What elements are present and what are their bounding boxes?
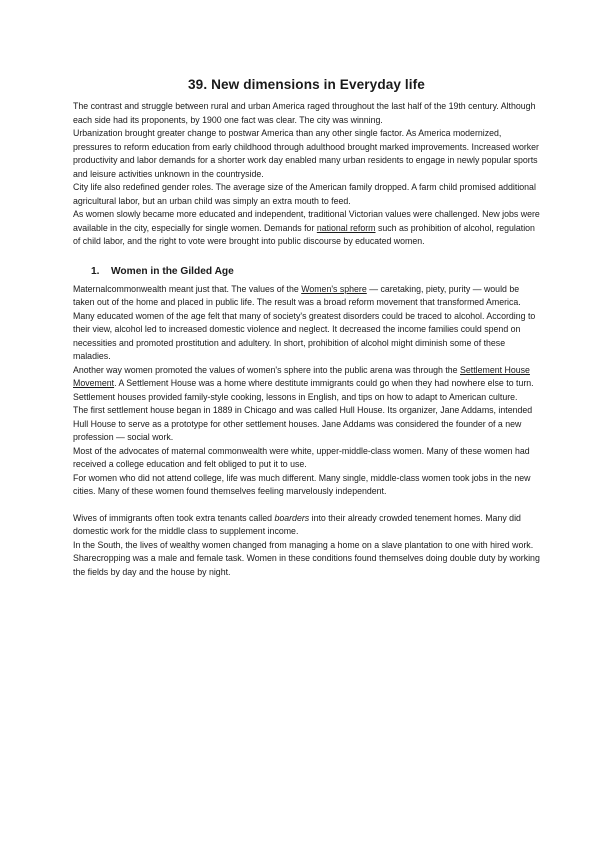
intro-paragraph-2: Urbanization brought greater change to postwar America than any other single factor. As America modernized, pressures to reform education from early childhood through adulthood brought marked improvements. Increased worker productivity and labor demands for a shorter work day enabled many urban residents to engage in newly popular sports and leisure activities unknown in the countryside. xyxy=(73,128,539,179)
section-number: 1. xyxy=(91,265,100,277)
intro-p4-text-before: As women slowly became more educated and independent, traditional Victorian values were challenged. New jobs were available in the city, especially for single women. Demands for xyxy=(73,209,540,233)
s1p1-text-after: — caretaking, piety, purity — would be taken out of the home and placed in public life. The result was a broad reform movement that transformed America. xyxy=(73,283,521,307)
section-paragraph-2: Many educated women of the age felt that many of society's greatest disorders could be traced to alcohol. According to their view, alcohol led to increased domestic violence and neglect. It decreased the income families could spend on necessities and promoted prostitution and adultery. In short, prohibition of alcohol might diminish some of these maladies. xyxy=(73,310,536,361)
section-paragraph-1 xyxy=(73,283,540,310)
s1p3-text-before: Another way women promoted the values of women's sphere into the public arena was through the xyxy=(73,364,461,375)
intro-paragraph-1: The contrast and struggle between rural and urban America raged throughout the last half of the 19th century. Although each side had its proponents, by 1900 one fact was clear. The city was winning. xyxy=(73,101,536,125)
national-reform-link[interactable]: national reform xyxy=(316,222,376,233)
intro-paragraph-4 xyxy=(73,208,540,249)
paragraph-gap xyxy=(73,499,540,512)
section-paragraph-7 xyxy=(73,512,540,539)
section-paragraph-5: Most of the advocates of maternal commonwealth were white, upper-middle-class women. Many of these women had received a college education and felt obliged to put it to use. xyxy=(73,445,530,469)
s1p7-text-before: Wives of immigrants often took extra tenants called xyxy=(73,512,275,523)
s1p3-text-after: . A Settlement House was a home where destitute immigrants could go when they had nowhere else to turn. Settlement houses provided family-style cooking, lessons in English, and tips on how to adapt to American culture. xyxy=(73,378,534,402)
s1p1-text-before: Maternalcommonwealth meant just that. The values of the xyxy=(73,283,302,294)
page-title: 39. New dimensions in Everyday life xyxy=(188,77,425,92)
section-heading xyxy=(73,264,540,280)
boarders-emphasis: boarders xyxy=(274,512,310,523)
section-heading-text: Women in the Gilded Age xyxy=(111,265,234,277)
section-paragraph-8: In the South, the lives of wealthy women changed from managing a home on a slave plantation to one with hired work. Sharecropping was a male and female task. Women in these conditions found themselves doing double duty by working the fields by day and the house by night. xyxy=(73,539,540,577)
intro-paragraph-3: City life also redefined gender roles. The average size of the American family dropped. A farm child promised additional agricultural labor, but an urban child was simply an extra mouth to feed. xyxy=(73,182,536,206)
section-paragraph-3 xyxy=(73,364,540,405)
womens-sphere-link[interactable]: Women's sphere xyxy=(301,283,367,294)
section-paragraph-6: For women who did not attend college, life was much different. Many single, middle-class women took jobs in the new cities. Many of these women found themselves feeling marvelously independent. xyxy=(73,472,531,496)
s1p7-text-after: into their already crowded tenement homes. Many did domestic work for the middle class to supplement income. xyxy=(73,512,521,536)
section-paragraph-4: The first settlement house began in 1889 in Chicago and was called Hull House. Its organizer, Jane Addams, intended Hull House to serve as a prototype for other settlement houses. Jane Addams was considered the founder of a new profession — social work. xyxy=(73,405,533,442)
settlement-house-movement-link[interactable]: Settlement House Movement xyxy=(73,364,530,388)
intro-p4-text-after: such as prohibition of alcohol, regulation of child labor, and the right to vote were brought into public discourse by educated women. xyxy=(73,222,535,246)
